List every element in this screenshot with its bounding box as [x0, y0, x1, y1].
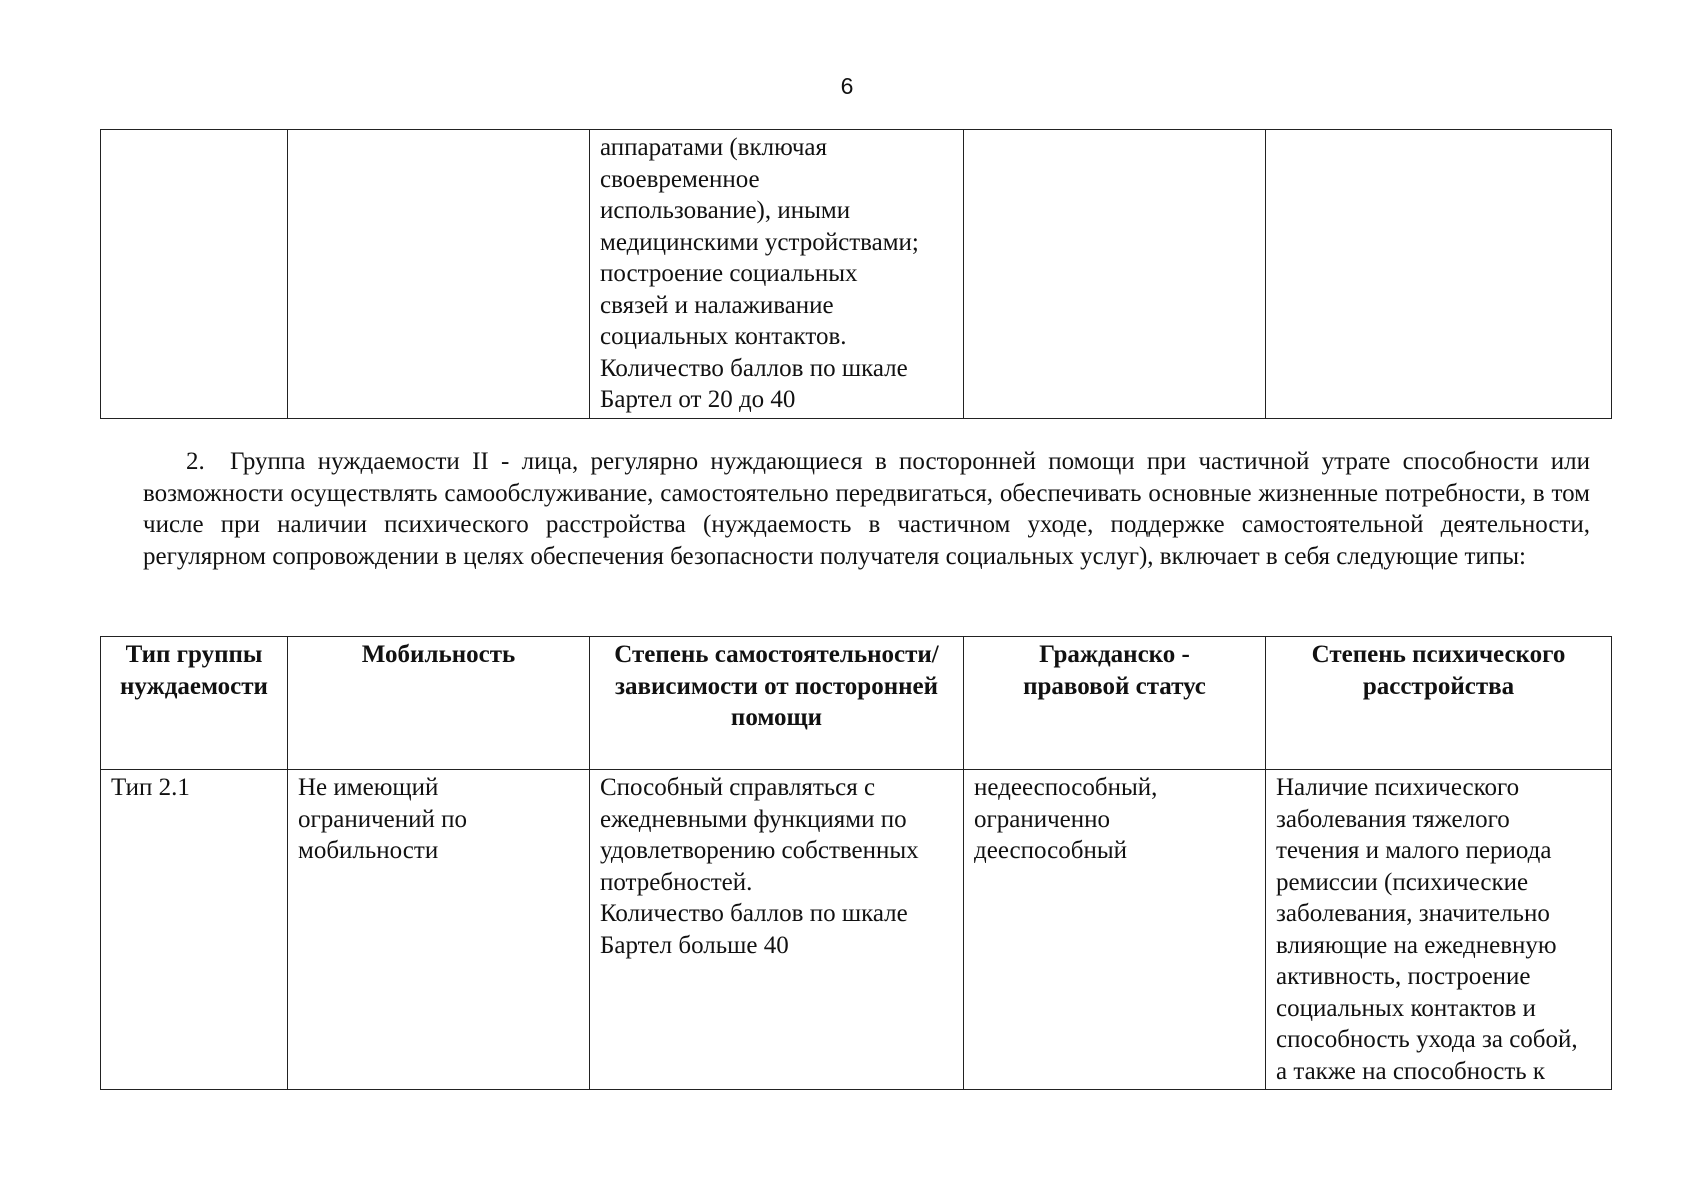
paragraph-number: 2.	[186, 448, 205, 475]
header-type: Тип группы нуждаемости	[101, 637, 288, 770]
table-row	[101, 130, 1612, 419]
table-cell-legal-status	[964, 130, 1266, 419]
table-row	[101, 770, 1612, 1090]
cell-legal-status: недееспособный, ограниченно дееспособный	[964, 770, 1266, 1090]
section-paragraph	[143, 446, 1590, 572]
cell-type: Тип 2.1	[101, 770, 288, 1090]
table-cell-mental-disorder	[1266, 130, 1612, 419]
header-mental-disorder: Степень психического расстройства	[1266, 637, 1612, 770]
continued-table	[100, 129, 1612, 419]
table-cell-independence	[590, 130, 964, 419]
table-cell-type	[101, 130, 288, 419]
header-mobility: Мобильность	[288, 637, 590, 770]
cell-independence: Способный справляться с ежедневными функциями по удовлетворению собственных потребностей. Количество баллов по шкале Бартел больше 40	[590, 770, 964, 1090]
cell-mental-disorder: Наличие психического заболевания тяжелого течения и малого периода ремиссии (психические заболевания, значительно влияющие на ежедневную активность, построение социальных контактов и способность ухода за собой, а также на способность к	[1266, 770, 1612, 1090]
page-number: 6	[840, 73, 854, 99]
need-group-table	[100, 636, 1612, 1090]
header-independence: Степень самостоятельности/ зависимости от посторонней помощи	[590, 637, 964, 770]
header-legal-status: Гражданско - правовой статус	[964, 637, 1266, 770]
cell-text: аппаратами (включая своевременное использование), иными медицинскими устройствами; построение социальных связей и налаживание социальных контактов. Количество баллов по шкале Бартел от 20 до 40	[600, 134, 919, 413]
cell-mobility: Не имеющий ограничений по мобильности	[288, 770, 590, 1090]
paragraph-text: Группа нуждаемости II - лица, регулярно нуждающиеся в посторонней помощи при частичной утрате способности или возможности осуществлять самообслуживание, самостоятельно передвигаться, обеспечивать основные жизненные потребности, в том числе при наличии психического расстройства (нуждаемость в частичном уходе, поддержке самостоятельной деятельности, регулярном сопровождении в целях обеспечения безопасности получателя социальных услуг), включает в себя следующие типы:	[143, 448, 1590, 570]
table-cell-mobility	[288, 130, 590, 419]
table-header-row	[101, 637, 1612, 770]
